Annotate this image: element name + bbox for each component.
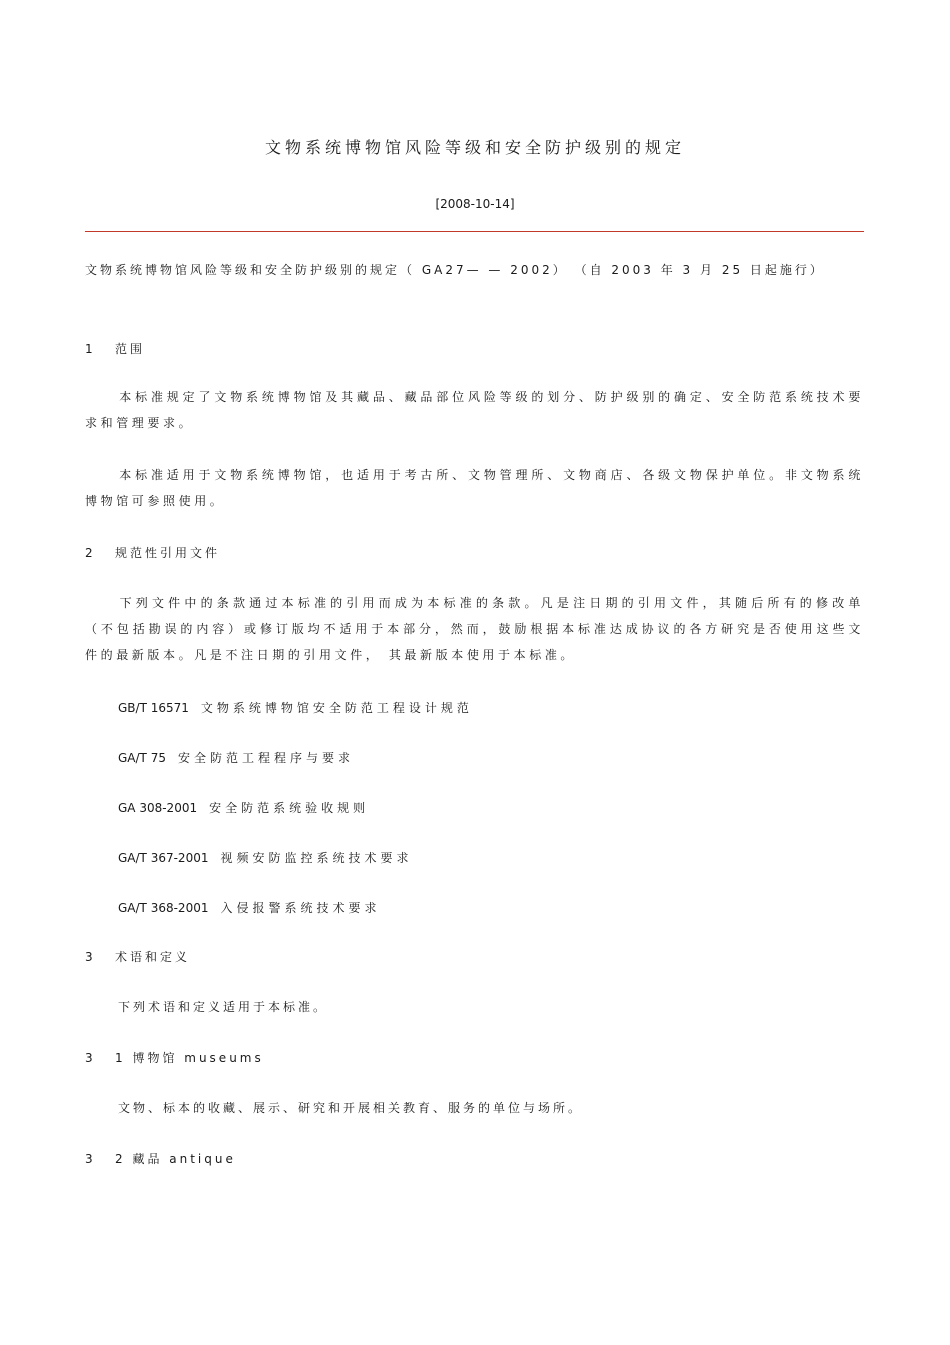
- reference-name: 视频安防监控系统技术要求: [220, 851, 413, 865]
- reference-name: 安全防范工程程序与要求: [177, 751, 354, 765]
- reference-code: GB/T 16571: [118, 701, 189, 715]
- header-divider: [85, 231, 864, 232]
- term-1-definition: 文物、标本的收藏、展示、研究和开展相关教育、服务的单位与场所。: [118, 1101, 584, 1115]
- term-2-heading: [85, 1150, 236, 1168]
- section-number: 3: [85, 950, 93, 964]
- page-title: 文物系统博物馆风险等级和安全防护级别的规定: [264, 138, 685, 157]
- term-number: 3: [85, 1051, 93, 1065]
- term-label: 2 藏品 antique: [115, 1152, 236, 1166]
- intro-line: 文物系统博物馆风险等级和安全防护级别的规定（ GA27— — 2002） （自 2003 年 3 月 25 日起施行）: [85, 263, 825, 277]
- reference-code: GA/T 75: [118, 751, 166, 765]
- section-3-paragraph-1: 下列术语和定义适用于本标准。: [118, 1000, 329, 1014]
- section-2-paragraph-1: [85, 590, 864, 668]
- reference-name: 文物系统博物馆安全防范工程设计规范: [200, 701, 473, 715]
- section-1-heading: [85, 340, 145, 358]
- reference-item: [118, 799, 369, 817]
- reference-item: [118, 699, 473, 717]
- reference-item: [118, 849, 412, 867]
- section-1-paragraph-1: [85, 384, 864, 436]
- term-label: 1 博物馆 museums: [115, 1051, 264, 1065]
- term-1-heading: [85, 1049, 264, 1067]
- section-number: 2: [85, 546, 93, 560]
- reference-name: 入侵报警系统技术要求: [220, 901, 381, 915]
- term-number: 3: [85, 1152, 93, 1166]
- reference-code: GA/T 367-2001: [118, 851, 209, 865]
- paragraph-text: 下列文件中的条款通过本标准的引用而成为本标准的条款。凡是注日期的引用文件，其随后所有的修改单（不包括勘误的内容）或修订版均不适用于本部分，然而，鼓励根据本标准达成协议的各方研究是否使用这些文件的最新版本。凡是不注日期的引用文件， 其最新版本使用于本标准。: [85, 596, 864, 662]
- reference-item: [118, 749, 354, 767]
- reference-code: GA 308-2001: [118, 801, 198, 815]
- section-number: 1: [85, 342, 93, 356]
- section-title: 范围: [115, 342, 146, 356]
- reference-item: [118, 899, 380, 917]
- section-title: 规范性引用文件: [115, 546, 221, 560]
- reference-name: 安全防范系统验收规则: [209, 801, 370, 815]
- paragraph-text: 本标准适用于文物系统博物馆，也适用于考古所、文物管理所、文物商店、各级文物保护单位。非文物系统博物馆可参照使用。: [85, 468, 864, 508]
- section-1-paragraph-2: [85, 462, 864, 514]
- section-title: 术语和定义: [115, 950, 191, 964]
- paragraph-text: 本标准规定了文物系统博物馆及其藏品、藏品部位风险等级的划分、防护级别的确定、安全防范系统技术要求和管理要求。: [85, 390, 864, 430]
- section-2-heading: [85, 544, 220, 562]
- publish-date: [2008-10-14]: [435, 197, 515, 211]
- section-3-heading: [85, 948, 190, 966]
- reference-code: GA/T 368-2001: [118, 901, 209, 915]
